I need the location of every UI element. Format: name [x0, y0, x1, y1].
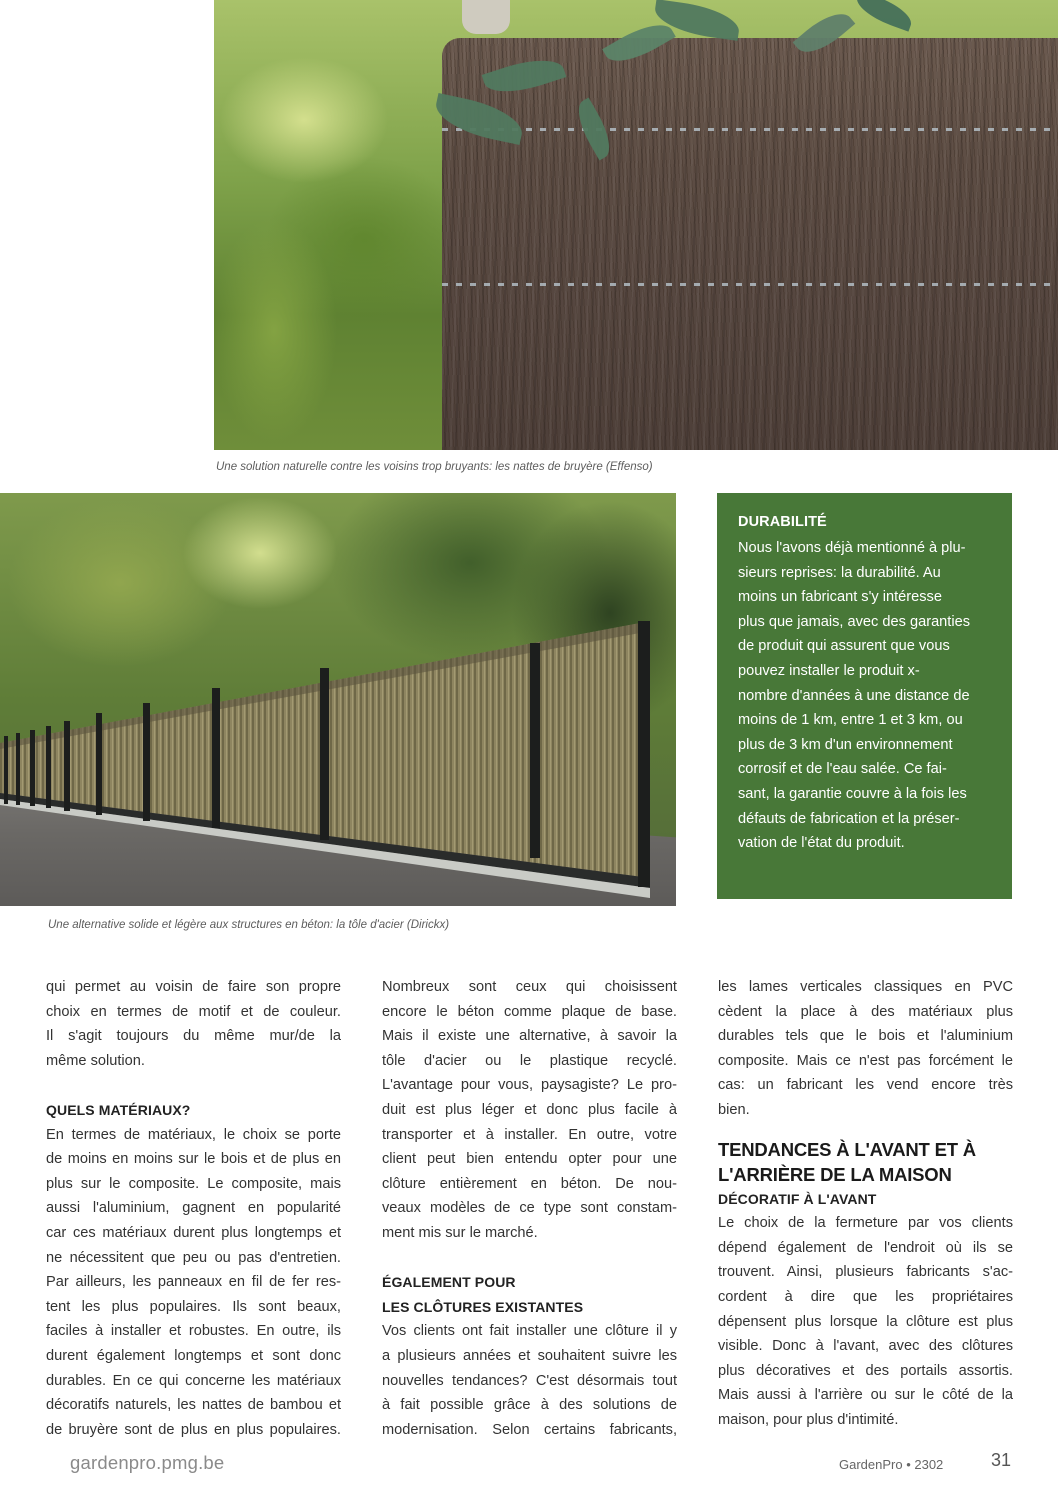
body-line: à fait possible grâce à des solutions de — [382, 1397, 677, 1414]
body-line: trouvent. Ainsi, plusieurs fabricants s'ac- — [718, 1264, 1013, 1281]
body-line: clôture entièrement en béton. De nou- — [382, 1175, 677, 1192]
body-line: encore le béton comme plaque de base. — [382, 1003, 677, 1020]
body-line: L'avantage pour vous, paysagiste? Le pro- — [382, 1077, 677, 1094]
box-line: sant, la garantie couvre à la fois les — [738, 785, 967, 802]
body-line: de bruyère sont de plus en plus populaires. — [46, 1421, 341, 1438]
section-heading: DÉCORATIF À L'AVANT — [718, 1190, 877, 1207]
box-line: plus de 3 km d'un environnement — [738, 736, 953, 753]
body-line: les lames verticales classiques en PVC — [718, 979, 1013, 995]
column-3 — [718, 975, 1013, 1433]
mat-wire — [442, 128, 1058, 131]
body-line: En termes de matériaux, le choix se porte — [46, 1126, 341, 1143]
body-line: Par ailleurs, les panneaux en fil de fer res- — [46, 1274, 341, 1291]
body-line: plus décoratives et des portails assortis. — [718, 1362, 1013, 1379]
box-title: DURABILITÉ — [738, 514, 827, 530]
body-line: Mais il existe une alternative, à savoir la — [382, 1028, 677, 1045]
body-line: a plusieurs années et souhaitent suivre les — [382, 1347, 677, 1364]
fence-illustration — [0, 493, 676, 906]
body-line: dépensent plus lorsque la clôture est plus — [718, 1313, 1013, 1330]
body-line: Vos clients ont fait installer une clôture il y — [382, 1323, 677, 1340]
box-line: défauts de fabrication et la préser- — [738, 810, 960, 827]
column-2 — [382, 975, 677, 1442]
box-line: nombre d'années à une distance de — [738, 687, 970, 704]
body-line: durent également longtemps et sont donc — [46, 1347, 341, 1364]
body-line: dépend également de l'endroit où ils se — [718, 1239, 1013, 1256]
body-line: Le choix de la fermeture par vos clients — [718, 1215, 1013, 1232]
section-title: L'ARRIÈRE DE LA MAISON — [718, 1163, 952, 1185]
body-line: modernisation. Selon certains fabricants, — [382, 1421, 677, 1438]
body-line: tent les plus populaires. Ils sont beaux, — [46, 1298, 341, 1315]
tree-trunk — [462, 0, 510, 34]
body-line: client peut bien entendu opter pour une — [382, 1151, 677, 1168]
body-line: Il s'agit toujours du même mur/de la — [46, 1028, 341, 1045]
body-line: tôle d'acier ou le plastique recyclé. — [382, 1052, 677, 1069]
body-line: faciles à installer et robustes. En outre, ils — [46, 1323, 341, 1340]
body-line: choix en termes de motif et de couleur. — [46, 1003, 341, 1020]
body-line: veaux modèles de ce type sont constam- — [382, 1200, 677, 1217]
body-line: visible. Donc à l'avant, avec des clôtures — [718, 1338, 1013, 1355]
photo-steel-fence — [0, 493, 676, 906]
body-line: Nombreux sont ceux qui choisissent — [382, 979, 677, 995]
page-number: 31 — [991, 1450, 1012, 1470]
body-line: nouvelles tendances? C'est désormais tout — [382, 1372, 677, 1389]
caption-heather-photo: Une solution naturelle contre les voisins trop bruyants: les nattes de bruyère (Effenso) — [216, 461, 653, 473]
footer-magazine-issue: GardenPro • 2302 — [839, 1457, 944, 1472]
box-line: plus que jamais, avec des garanties — [738, 613, 971, 630]
box-line: sieurs reprises: la durabilité. Au — [738, 564, 941, 581]
section-heading: QUELS MATÉRIAUX? — [46, 1101, 191, 1118]
box-line: Nous l'avons déjà mentionné à plu- — [738, 540, 966, 556]
body-line: de moins en moins sur le bois et de plus en — [46, 1151, 341, 1168]
caption-fence-photo: Une alternative solide et légère aux structures en béton: la tôle d'acier (Dirickx) — [48, 919, 450, 931]
body-line: ment mis sur le marché. — [382, 1224, 538, 1241]
body-line: cas: un fabricant les vend encore très — [718, 1077, 1013, 1094]
photo-heather-mats — [214, 0, 1058, 450]
box-line: moins de 1 km, entre 1 et 3 km, ou — [738, 712, 963, 729]
body-line: car ces matériaux durent plus longtemps et — [46, 1224, 341, 1241]
body-line: duit est plus léger et donc plus facile à — [382, 1101, 677, 1118]
body-line: durables tels que le bois et l'aluminium — [718, 1028, 1013, 1045]
box-text — [738, 536, 992, 856]
body-line: durables. En ce qui concerne les matériaux — [46, 1372, 341, 1389]
box-line: pouvez installer le produit x- — [738, 662, 920, 679]
body-line: Mais aussi à l'arrière ou sur le côté de la — [718, 1387, 1013, 1404]
body-line: bien. — [718, 1101, 750, 1118]
box-line: corrosif et de l'eau salée. Ce fai- — [738, 761, 947, 778]
body-line: transporter et à installer. En outre, votre — [382, 1126, 677, 1143]
body-line: composite. Mais ce n'est pas forcément le — [718, 1052, 1013, 1069]
column-1 — [46, 975, 341, 1442]
body-line: décoratifs naturels, les nattes de bambou et — [46, 1397, 341, 1414]
section-heading: LES CLÔTURES EXISTANTES — [382, 1298, 584, 1315]
body-line: même solution. — [46, 1052, 145, 1069]
body-line: cèdent la place à des matériaux plus — [718, 1003, 1013, 1020]
body-line: plus sur le composite. Le composite, mais — [46, 1175, 341, 1192]
body-line: cordent à dire que les propriétaires — [718, 1288, 1013, 1305]
body-line: ne nécessitent que peu ou pas d'entretien. — [46, 1249, 341, 1266]
eucalyptus-leaf — [852, 0, 916, 32]
body-line: maison, pour plus d'intimité. — [718, 1411, 899, 1428]
mat-wire — [442, 283, 1058, 286]
durability-box — [717, 493, 1012, 899]
box-line: moins un fabricant s'y intéresse — [738, 589, 942, 606]
body-line: aussi l'aluminium, gagnent en popularité — [46, 1200, 341, 1217]
box-line: de produit qui assurent que vous — [738, 638, 950, 655]
body-line: qui permet au voisin de faire son propre — [46, 979, 341, 995]
heather-mat — [442, 38, 1058, 450]
section-heading: ÉGALEMENT POUR — [382, 1274, 516, 1291]
footer-website-link[interactable]: gardenpro.pmg.be — [70, 1452, 225, 1473]
box-line: vation de l'état du produit. — [738, 835, 905, 852]
section-title: TENDANCES À L'AVANT ET À — [718, 1138, 976, 1160]
